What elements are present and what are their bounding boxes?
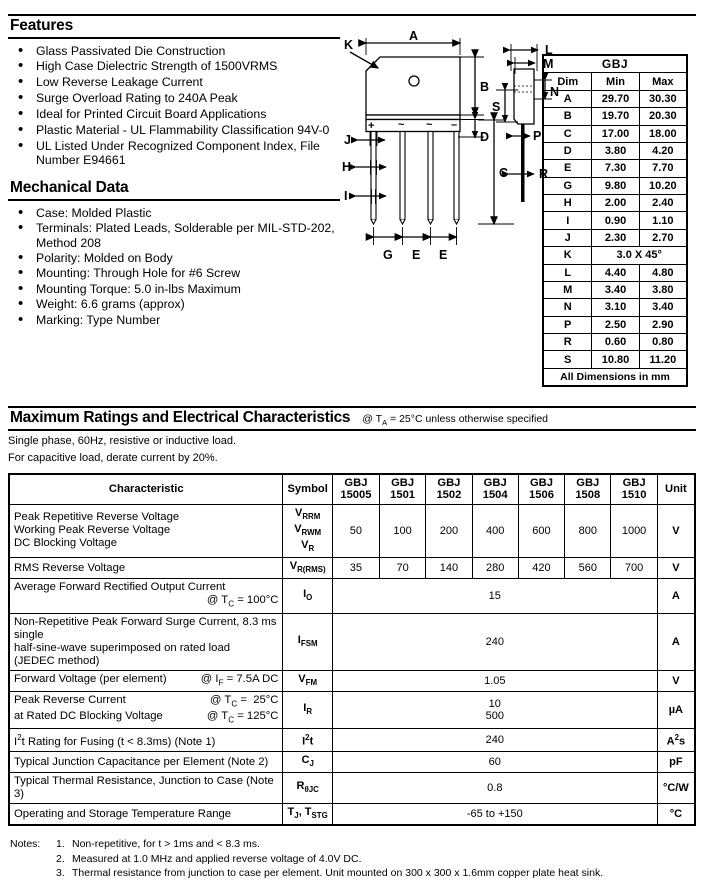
- list-item: • Polarity: Molded on Body: [8, 251, 353, 265]
- cell-value: 400: [472, 504, 518, 558]
- cell-value: 70: [379, 558, 425, 579]
- dim-label-E1: E: [412, 248, 421, 262]
- table-row: [9, 773, 695, 804]
- symbol-cj: $C_J$: [283, 752, 332, 773]
- dim-table-title: GBJ: [543, 55, 687, 73]
- cell-value-merged: 240: [332, 729, 657, 752]
- table-row: [9, 670, 695, 691]
- note-item: [56, 837, 696, 852]
- table-row: [9, 613, 695, 670]
- dim-min: 9.80: [592, 177, 639, 194]
- dim-key: M: [543, 281, 592, 298]
- row-label-rms-reverse-voltage: RMS Reverse Voltage: [9, 558, 283, 579]
- cell-unit: °C: [657, 804, 695, 826]
- dimension-table-wrapper: [542, 54, 688, 387]
- table-row: [9, 729, 695, 752]
- cell-value-merged: 10 500: [332, 691, 657, 729]
- table-row: [543, 177, 687, 194]
- cell-value-merged: 1.05: [332, 670, 657, 691]
- cell-value-merged: 60: [332, 752, 657, 773]
- list-item: • Marking: Type Number: [8, 313, 353, 327]
- ratings-table: [8, 473, 696, 827]
- col-gbj-1502: GBJ 1502: [426, 474, 472, 505]
- row-label-average-forward-rectified-output-current: Average Forward Rectified Output Current @ $T_C = 100^\circ C$: [9, 579, 283, 613]
- cell-value: 420: [518, 558, 564, 579]
- dim-label-J: J: [344, 133, 351, 147]
- dim-key: R: [543, 334, 592, 351]
- dim-table-footer: All Dimensions in mm: [543, 368, 687, 386]
- cell-value: 140: [426, 558, 472, 579]
- ratings-condition: @ $T_A = 25^\circ C$ unless otherwise specified: [362, 413, 549, 428]
- cell-value: 50: [332, 504, 379, 558]
- cell-unit: pF: [657, 752, 695, 773]
- dim-min: 29.70: [592, 90, 639, 107]
- cell-unit: A: [657, 613, 695, 670]
- dim-key: H: [543, 195, 592, 212]
- list-item: • Terminals: Plated Leads, Solderable per MIL-STD-202, Method 208: [8, 221, 353, 250]
- cell-unit: V: [657, 558, 695, 579]
- table-row: [543, 368, 687, 386]
- table-row: [9, 804, 695, 826]
- symbol-vrrms: $V_{R(RMS)}$: [283, 558, 332, 579]
- note-item: [56, 866, 696, 881]
- dim-min: 4.40: [592, 264, 639, 281]
- package-outline-drawing: [338, 24, 563, 379]
- dim-key: E: [543, 160, 592, 177]
- dim-label-R: R: [539, 167, 549, 181]
- polarity-plus: +: [368, 120, 375, 132]
- col-unit: Unit: [657, 474, 695, 505]
- cell-value: 35: [332, 558, 379, 579]
- datasheet-page: [0, 14, 704, 880]
- table-row: [543, 247, 687, 264]
- dim-key: S: [543, 351, 592, 368]
- note-text: Non-repetitive, for t > 1ms and < 8.3 ms.: [72, 838, 260, 851]
- dim-min: 7.30: [592, 160, 639, 177]
- note-number: 2.: [56, 852, 65, 865]
- table-row: [543, 125, 687, 142]
- cell-unit: V: [657, 504, 695, 558]
- features-heading: Features: [10, 17, 74, 34]
- row-label-typical-thermal-resistance: Typical Thermal Resistance, Junction to Case (Note 3): [9, 773, 283, 804]
- table-row: [543, 160, 687, 177]
- dim-label-A: A: [409, 29, 419, 43]
- dim-max: 4.20: [639, 142, 687, 159]
- dim-max: 2.40: [639, 195, 687, 212]
- dim-max: 3.40: [639, 299, 687, 316]
- dim-span: 3.0 X 45°: [592, 247, 687, 264]
- list-item: • Low Reverse Leakage Current: [8, 75, 353, 89]
- table-row: [543, 351, 687, 368]
- dim-label-P: P: [533, 129, 542, 143]
- dim-label-S: S: [492, 100, 501, 114]
- dim-label-E2: E: [439, 248, 448, 262]
- list-item: • UL Listed Under Recognized Component Index, File Number E94661: [8, 139, 353, 168]
- dim-max: 4.80: [639, 264, 687, 281]
- dim-min: 17.00: [592, 125, 639, 142]
- dim-label-D: D: [480, 130, 490, 144]
- mechanical-underline: [8, 199, 340, 201]
- dim-max: 1.10: [639, 212, 687, 229]
- dim-label-H: H: [342, 160, 352, 174]
- dim-min: 19.70: [592, 108, 639, 125]
- cell-value-merged: -65 to +150: [332, 804, 657, 826]
- table-row: [543, 90, 687, 107]
- note-text: Thermal resistance from junction to case per element. Unit mounted on 300 x 300 x 1.6mm copper plate heat sink.: [72, 867, 604, 880]
- dim-min: 10.80: [592, 351, 639, 368]
- cell-value: 1000: [611, 504, 657, 558]
- col-gbj-1501: GBJ 1501: [379, 474, 425, 505]
- list-item: • Mounting: Through Hole for #6 Screw: [8, 266, 353, 280]
- dim-max: 0.80: [639, 334, 687, 351]
- cell-value: 560: [565, 558, 611, 579]
- list-item: • Weight: 6.6 grams (approx): [8, 297, 353, 311]
- col-gbj-1508: GBJ 1508: [565, 474, 611, 505]
- table-row: [9, 558, 695, 579]
- dim-min: 2.00: [592, 195, 639, 212]
- cell-value: 280: [472, 558, 518, 579]
- dim-key: I: [543, 212, 592, 229]
- dim-header-max: Max: [639, 73, 687, 90]
- dim-label-N: N: [550, 85, 560, 99]
- ratings-heading: Maximum Ratings and Electrical Characteristics: [10, 409, 351, 426]
- list-item: • Mounting Torque: 5.0 in-lbs Maximum: [8, 282, 353, 296]
- symbol-tj-tstg: $T_J$, $T_{STG}$: [283, 804, 332, 826]
- table-row: [543, 264, 687, 281]
- table-row: [543, 299, 687, 316]
- mechanical-list: [8, 206, 353, 327]
- dim-max: 20.30: [639, 108, 687, 125]
- dim-min: 2.30: [592, 229, 639, 246]
- note-text: Measured at 1.0 MHz and applied reverse voltage of 4.0V DC.: [72, 852, 362, 865]
- symbol-vfm: $V_{FM}$: [283, 670, 332, 691]
- table-header-row: [9, 474, 695, 505]
- table-row: [543, 229, 687, 246]
- ratings-preline-2: For capacitive load, derate current by 20%.: [8, 452, 218, 465]
- features-list: [8, 44, 353, 168]
- table-row: [543, 334, 687, 351]
- table-row: [543, 142, 687, 159]
- table-row: [543, 73, 687, 90]
- cell-value: 100: [379, 504, 425, 558]
- dim-key: B: [543, 108, 592, 125]
- upper-section: [8, 16, 696, 383]
- dim-max: 11.20: [639, 351, 687, 368]
- table-row: [543, 316, 687, 333]
- dim-header-dim: Dim: [543, 73, 592, 90]
- dim-min: 2.50: [592, 316, 639, 333]
- list-item: • Ideal for Printed Circuit Board Applications: [8, 107, 353, 121]
- dim-max: 30.30: [639, 90, 687, 107]
- dim-label-B: B: [480, 80, 490, 94]
- cell-value: 200: [426, 504, 472, 558]
- table-row: [543, 55, 687, 73]
- cell-value: 700: [611, 558, 657, 579]
- note-number: 1.: [56, 838, 65, 851]
- dim-max: 10.20: [639, 177, 687, 194]
- dim-header-min: Min: [592, 73, 639, 90]
- notes-label: Notes:: [10, 838, 41, 851]
- dim-min: 0.90: [592, 212, 639, 229]
- cell-value-merged: 240: [332, 613, 657, 670]
- cell-unit: $A^2s$: [657, 729, 695, 752]
- col-characteristic: Characteristic: [9, 474, 283, 505]
- dim-max: 7.70: [639, 160, 687, 177]
- col-gbj-1506: GBJ 1506: [518, 474, 564, 505]
- dim-label-M: M: [543, 57, 554, 71]
- dim-max: 3.80: [639, 281, 687, 298]
- note-item: [56, 852, 696, 867]
- notes-section: [8, 837, 696, 881]
- dim-max: 2.70: [639, 229, 687, 246]
- table-row: [9, 752, 695, 773]
- col-gbj-1510: GBJ 1510: [611, 474, 657, 505]
- dim-label-K: K: [344, 38, 354, 52]
- row-label-peak-repetitive-reverse-voltage: Peak Repetitive Reverse Voltage Working Peak Reverse Voltage DC Blocking Voltage: [9, 504, 283, 558]
- dim-min: 3.40: [592, 281, 639, 298]
- cell-unit: V: [657, 670, 695, 691]
- features-underline: [8, 37, 340, 39]
- symbol-io: $I_O$: [283, 579, 332, 613]
- dim-key: L: [543, 264, 592, 281]
- table-row: [9, 579, 695, 613]
- ratings-preline-1: Single phase, 60Hz, resistive or inductive load.: [8, 434, 237, 447]
- row-label-i2t-rating-for-fusing: $I^2t$ Rating for Fusing (t < 8.3ms) (Note 1): [9, 729, 283, 752]
- list-item: • Plastic Material - UL Flammability Classification 94V-0: [8, 123, 353, 137]
- polarity-minus: –: [451, 119, 458, 131]
- col-gbj-15005: GBJ 15005: [332, 474, 379, 505]
- symbol-ifsm: $I_{FSM}$: [283, 613, 332, 670]
- dimension-table: [542, 54, 688, 387]
- dim-max: 18.00: [639, 125, 687, 142]
- row-label-peak-reverse-current: Peak Reverse Current @ $T_C = 25^\circ C$ at Rated DC Blocking Voltage @ $T_C = 125^\circ C$: [9, 691, 283, 729]
- cell-value-merged: 0.8: [332, 773, 657, 804]
- dim-key: C: [543, 125, 592, 142]
- cell-unit: A: [657, 579, 695, 613]
- list-item: • Case: Molded Plastic: [8, 206, 353, 220]
- dim-key: A: [543, 90, 592, 107]
- dim-key: D: [543, 142, 592, 159]
- cell-unit: µA: [657, 691, 695, 729]
- list-item: • High Case Dielectric Strength of 1500VRMS: [8, 59, 353, 73]
- dim-label-I: I: [344, 189, 348, 203]
- dim-min: 0.60: [592, 334, 639, 351]
- table-row: [543, 195, 687, 212]
- symbol-i2t: $I^2t$: [283, 729, 332, 752]
- note-number: 3.: [56, 867, 65, 880]
- polarity-ac1: ~: [398, 119, 405, 131]
- dim-label-C: C: [499, 166, 509, 180]
- dim-key: K: [543, 247, 592, 264]
- ratings-underline: [8, 429, 696, 431]
- list-item: • Glass Passivated Die Construction: [8, 44, 353, 58]
- dim-min: 3.10: [592, 299, 639, 316]
- dim-label-L: L: [545, 43, 553, 57]
- table-row: [543, 212, 687, 229]
- row-label-operating-storage-temperature-range: Operating and Storage Temperature Range: [9, 804, 283, 826]
- dim-key: N: [543, 299, 592, 316]
- table-row: [543, 108, 687, 125]
- row-label-forward-voltage: Forward Voltage (per element) @ $I_F = 7.5A$ DC: [9, 670, 283, 691]
- left-text-column: [8, 16, 353, 327]
- polarity-ac2: ~: [426, 119, 433, 131]
- table-row: [9, 691, 695, 729]
- mechanical-heading: Mechanical Data: [10, 179, 129, 197]
- dim-key: G: [543, 177, 592, 194]
- cell-unit: °C/W: [657, 773, 695, 804]
- dim-key: P: [543, 316, 592, 333]
- cell-value: 600: [518, 504, 564, 558]
- symbol-ir: $I_R$: [283, 691, 332, 729]
- cell-value-merged: 15: [332, 579, 657, 613]
- col-gbj-1504: GBJ 1504: [472, 474, 518, 505]
- dim-key: J: [543, 229, 592, 246]
- cell-value: 800: [565, 504, 611, 558]
- row-label-typical-junction-capacitance: Typical Junction Capacitance per Element (Note 2): [9, 752, 283, 773]
- dim-max: 2.90: [639, 316, 687, 333]
- list-item: • Surge Overload Rating to 240A Peak: [8, 91, 353, 105]
- dim-min: 3.80: [592, 142, 639, 159]
- symbol-vrrm: $V_{RRM}$ $V_{RWM}$ $V_R$: [283, 504, 332, 558]
- table-row: [9, 504, 695, 558]
- ratings-section: [8, 406, 696, 881]
- symbol-rthjc: $R_{\theta JC}$: [283, 773, 332, 804]
- row-label-non-repetitive-peak-forward-surge-current: Non-Repetitive Peak Forward Surge Current, 8.3 ms single half-sine-wave superimposed on rated load (JEDEC method): [9, 613, 283, 670]
- dim-label-G: G: [383, 248, 393, 262]
- col-symbol: Symbol: [283, 474, 332, 505]
- table-row: [543, 281, 687, 298]
